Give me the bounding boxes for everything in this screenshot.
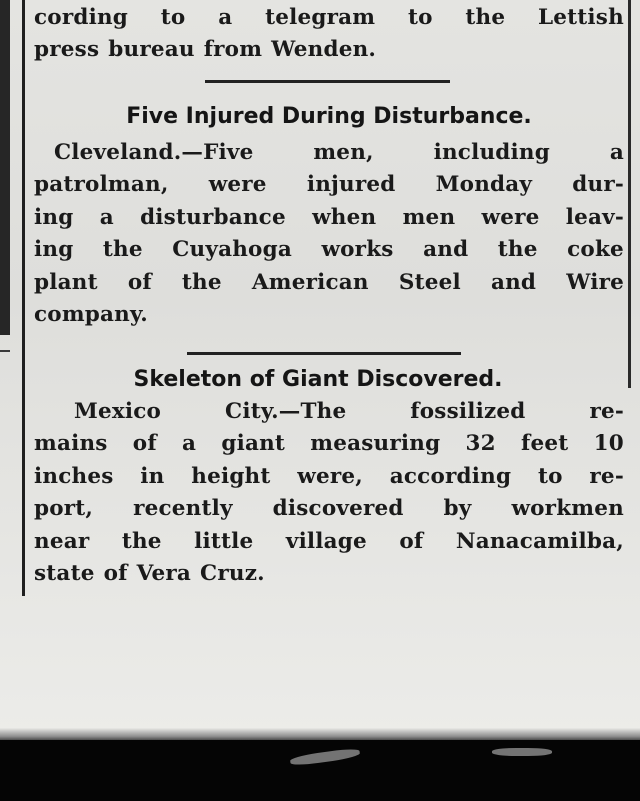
article-line: ing a disturbance when men were leav-	[34, 204, 624, 230]
intro-line: cording to a telegram to the Lettish	[34, 5, 624, 30]
article-line: near the little village of Nanacamilba,	[34, 528, 624, 554]
column-rule-right	[628, 0, 631, 388]
article-five-injured	[34, 104, 624, 129]
article-skeleton-giant-body	[34, 396, 624, 590]
article-line: plant of the American Steel and Wire	[34, 269, 624, 295]
intro-line: press bureau from Wenden.	[34, 37, 377, 63]
divider-rule	[205, 80, 450, 83]
article-line: patrolman, were injured Monday dur-	[34, 172, 624, 198]
adjacent-column-tick	[0, 350, 10, 352]
article-line: state of Vera Cruz.	[34, 560, 265, 586]
article-line: mains of a giant measuring 32 feet 10	[34, 431, 624, 457]
article-five-injured-body	[34, 137, 624, 331]
article-line: company.	[34, 301, 148, 327]
article-line: Mexico City.—The fossilized re-	[74, 399, 624, 424]
article-line: inches in height were, according to re-	[34, 463, 624, 489]
adjacent-column-edge	[0, 0, 10, 335]
column-rule-left	[22, 0, 25, 596]
article-line: Cleveland.—Five men, including a	[54, 140, 624, 165]
article-headline: Five Injured During Disturbance.	[126, 104, 532, 129]
background-glint	[492, 748, 552, 756]
article-line: port, recently discovered by workmen	[34, 496, 624, 522]
article-headline: Skeleton of Giant Discovered.	[133, 367, 503, 392]
divider-rule	[187, 352, 461, 355]
article-skeleton-giant	[34, 367, 624, 392]
intro-paragraph	[34, 2, 624, 67]
article-line: ing the Cuyahoga works and the coke	[34, 237, 624, 263]
